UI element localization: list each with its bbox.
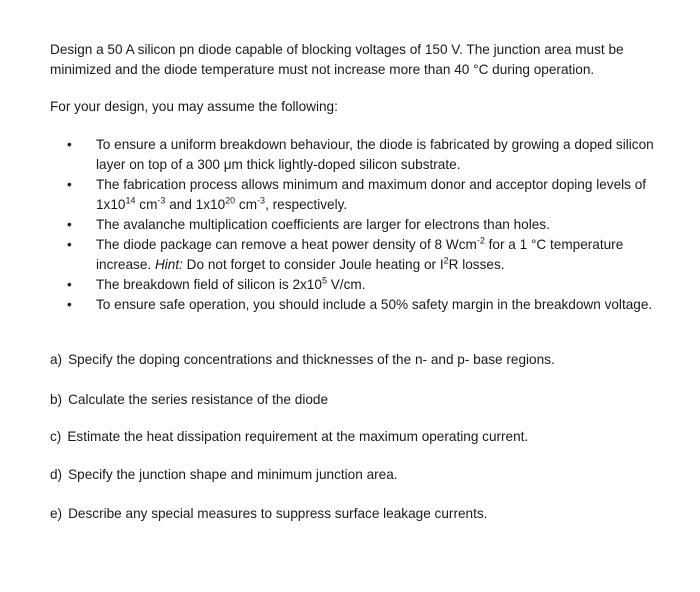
superscript: 14 <box>125 195 136 206</box>
text-segment: and 1x10 <box>165 197 226 212</box>
text-segment: for a 1 °C temperature increase. <box>96 237 624 272</box>
list-item <box>50 295 670 315</box>
assumptions-heading: For your design, you may assume the following: <box>50 99 338 114</box>
text-segment: cm <box>235 197 258 212</box>
question-letter: c) <box>50 429 62 444</box>
text-segment: cm <box>135 197 158 212</box>
question-text: Specify the doping concentrations and thicknesses of the n- and p- base regions. <box>68 352 555 367</box>
question-text: Estimate the heat dissipation requirement at the maximum operating current. <box>67 429 529 444</box>
list-item <box>50 275 670 295</box>
question-letter: a) <box>50 352 63 367</box>
question-text: Specify the junction shape and minimum junction area. <box>68 467 398 482</box>
bullet-marker: • <box>67 177 72 192</box>
problem-statement: Design a 50 A silicon pn diode capable of blocking voltages of 150 V. The junction area must be minimized and the diode temperature must not increase more than 40 °C during operation. <box>50 42 624 77</box>
superscript: -2 <box>476 235 485 246</box>
superscript: 5 <box>321 275 327 286</box>
assumption-text: To ensure safe operation, you should include a 50% safety margin in the breakdown voltage. <box>96 297 653 312</box>
bullet-marker: • <box>67 137 72 152</box>
list-item <box>50 135 670 175</box>
question-letter: b) <box>50 392 63 407</box>
assumptions-list <box>50 135 670 315</box>
question-d <box>50 465 660 485</box>
list-item <box>50 235 670 275</box>
superscript: -3 <box>157 195 166 206</box>
assumption-text <box>96 177 646 212</box>
assumption-text: To ensure a uniform breakdown behaviour, the diode is fabricated by growing a doped silicon layer on top of a 300 μm thick lightly-doped silicon substrate. <box>96 137 654 172</box>
text-segment: The diode package can remove a heat power density of 8 Wcm <box>96 237 477 252</box>
text-segment: The fabrication process allows minimum and maximum donor and acceptor doping levels of 1x10 <box>96 177 647 212</box>
assumption-text: The avalanche multiplication coefficients are larger for electrons than holes. <box>96 217 550 232</box>
question-text: Describe any special measures to suppress surface leakage currents. <box>68 506 488 521</box>
bullet-marker: • <box>67 217 72 232</box>
question-e <box>50 504 660 524</box>
assumption-text <box>96 277 365 292</box>
list-item <box>50 215 670 235</box>
superscript: 20 <box>225 195 236 206</box>
question-letter: e) <box>50 506 63 521</box>
text-segment: R losses. <box>448 257 505 272</box>
text-segment: V/cm. <box>326 277 366 292</box>
text-segment: The breakdown field of silicon is 2x10 <box>96 277 322 292</box>
question-letter: d) <box>50 467 63 482</box>
superscript: -3 <box>257 195 266 206</box>
bullet-marker: • <box>67 237 72 252</box>
text-segment: Do not forget to consider Joule heating or I <box>182 257 444 272</box>
question-a <box>50 350 660 370</box>
question-text: Calculate the series resistance of the diode <box>68 392 329 407</box>
bullet-marker: • <box>67 277 72 292</box>
text-segment: , respectively. <box>265 197 348 212</box>
question-b <box>50 390 660 410</box>
bullet-marker: • <box>67 297 72 312</box>
list-item <box>50 175 670 215</box>
superscript: 2 <box>443 255 449 266</box>
hint-label: Hint: <box>154 257 183 272</box>
assumption-text <box>96 237 623 272</box>
question-c <box>50 427 660 447</box>
